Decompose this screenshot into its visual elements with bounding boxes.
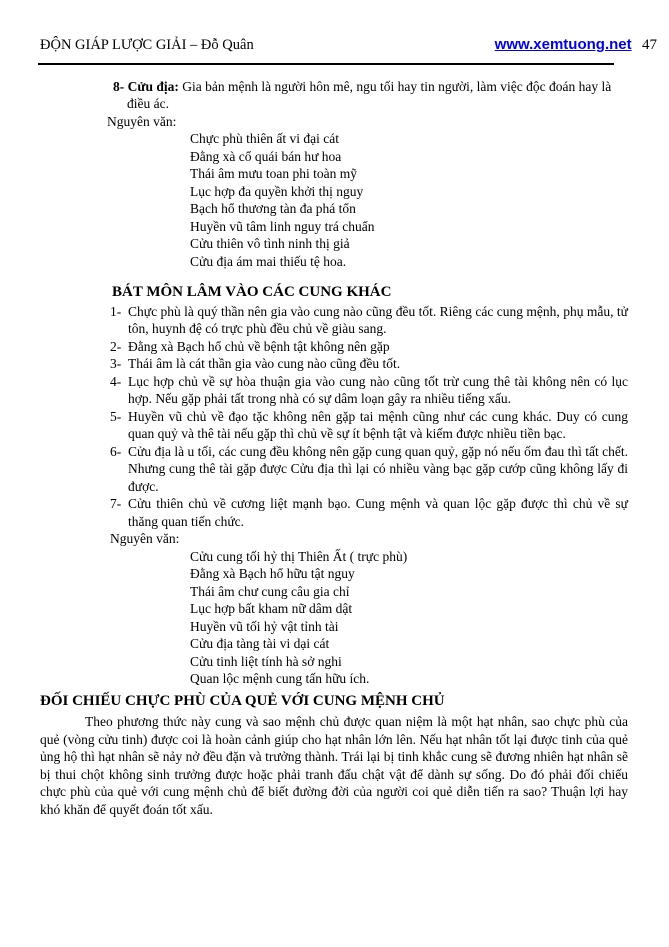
list-item-8: [113, 78, 630, 113]
item-marker: 7-: [110, 496, 122, 511]
verse-line: Cửu thiên vô tình ninh thị giả: [190, 236, 350, 251]
section-heading-bat-mon: BÁT MÔN LÂM VÀO CÁC CUNG KHÁC: [112, 284, 392, 300]
verse-line: Cửu địa ám mai thiếu tệ hoa.: [190, 253, 347, 269]
verse-line: Huyền vũ tâm linh nguy trá chuẩn: [190, 218, 375, 234]
verse-line: Lục hợp đa quyền khởi thị nguy: [190, 183, 364, 199]
item-text: Thái âm là cát thần gia vào cung nào cũng đều tốt.: [128, 356, 401, 371]
item-text: Chực phù là quý thần nên gia vào cung nào cũng đều tốt. Riêng các cung mệnh, phụ mẫu, tử tôn, huynh đệ có trực phù đều chủ về giàu sang.: [128, 303, 628, 336]
section-heading-doi-chieu: ĐỐI CHIẾU CHỰC PHÙ CỦA QUẺ VỚI CUNG MỆNH CHỦ: [40, 692, 445, 709]
verse-line: Cửu cung tối hỷ thị Thiên Ất ( trực phù): [190, 548, 408, 564]
verse-block-1: [40, 130, 630, 270]
verse-line: Thái âm mưu toan phi toàn mỹ: [190, 166, 358, 181]
document-title: ĐỘN GIÁP LƯỢC GIẢI – Đỗ Quân: [40, 37, 254, 53]
verse-line: Bạch hổ thương tàn đa phá tổn: [190, 201, 356, 216]
item-8-marker: 8-: [113, 78, 125, 94]
verse-line: Huyền vũ tối hỷ vật tỉnh tài: [190, 618, 339, 634]
page-header: [40, 36, 657, 55]
list-item: [110, 443, 628, 496]
verse-line: Quan lộc mệnh cung tấn hữu ích.: [190, 671, 370, 686]
page-number: 47: [642, 37, 657, 53]
list-item: [110, 495, 628, 530]
item-marker: 2-: [110, 338, 122, 354]
verse-line: Cửu địa tàng tài vi dại cát: [190, 636, 330, 651]
list-item: [110, 338, 628, 356]
item-text: Lục hợp chủ về sự hòa thuận gia vào cung nào cũng tốt trừ cung thê tài không nên có lục hợp. Nếu gặp phải tất trong nhà có sự dâm loạn gây ra nhiều tiếng xấu.: [128, 373, 628, 406]
header-divider: [38, 63, 614, 65]
item-8-text: Gia bản mệnh là người hôn mê, ngu tối hay tin người, làm việc độc đoán hay là điều ác.: [127, 78, 612, 111]
verse-line: Cửu tinh liệt tính hà sở nghi: [190, 653, 342, 669]
item-marker: 4-: [110, 373, 122, 389]
verse-line: Đằng xà Bạch hổ hữu tật nguy: [190, 566, 355, 581]
item-text: Cửu thiên chủ về cương liệt mạnh bạo. Cung mệnh và quan lộc gặp được thì chủ về sự thăng quan tiến chức.: [128, 496, 628, 529]
header-right: [495, 36, 657, 55]
list-item: [110, 355, 628, 373]
list-item: [110, 303, 628, 338]
website-link[interactable]: www.xemtuong.net: [494, 36, 632, 53]
verse-line: Thái âm chư cung câu gia chỉ: [190, 583, 350, 599]
numbered-list: [40, 303, 630, 531]
list-item: [110, 408, 628, 443]
verse-line: Chực phù thiên ất vi đại cát: [190, 131, 340, 146]
item-8-term: Cửu địa:: [127, 78, 179, 94]
item-marker: 1-: [110, 303, 122, 319]
item-marker: 3-: [110, 356, 122, 371]
verse-line: Lục hợp bất kham nữ dâm dật: [190, 601, 353, 616]
verse-line: Đằng xà cổ quái bán hư hoa: [190, 148, 342, 164]
item-text: Đằng xà Bạch hổ chủ về bệnh tật không nên gặp: [128, 338, 390, 354]
item-marker: 5-: [110, 408, 122, 424]
body-paragraph: Theo phương thức này cung và sao mệnh chủ được quan niệm là một hạt nhân, sao chực phù của quẻ (vòng cửu tinh) được coi là hoàn cảnh giúp cho hạt nhân lớn lên. Nếu hạt nhân tốt lại được tinh của quẻ ủng hộ thì hạt nhân sẽ nảy nở đều đặn và trưởng thành. Trái lại bị tinh khắc cung sẽ đương nhiên hạt nhân sẽ bị thui chột không sinh trưởng được hoặc phải tranh đấu chật vật để dành sự sống. Do đó phải đối chiếu chực phù của quẻ với cung mệnh chủ để biết đường đời của người coi quẻ diễn tiến ra sao? Thuận lợi hay khó khăn để quyết đoán tốt xấu.: [40, 714, 628, 817]
verse-block-2: [40, 548, 630, 688]
list-item: [110, 373, 628, 408]
item-text: Huyền vũ chủ về đạo tặc không nên gặp tai mệnh cũng như các cung khác. Duy có cung quan quỷ và thê tài nếu gặp thì chủ về sự ít bệnh tật và kiếm được nhiều tiền bạc.: [128, 408, 628, 441]
nguyen-van-label-1: Nguyên văn:: [107, 113, 177, 129]
item-marker: 6-: [110, 443, 122, 459]
item-text: Cửu địa là u tối, các cung đều không nên gặp cung quan quỷ, gặp nó nếu ốm đau thì tất chết. Nhưng cung thê tài gặp được Cửu địa thì lại có nhiều vàng bạc gặp cướp cũng không lấy đi được.: [128, 443, 628, 494]
nguyen-van-label-2: Nguyên văn:: [110, 531, 180, 546]
